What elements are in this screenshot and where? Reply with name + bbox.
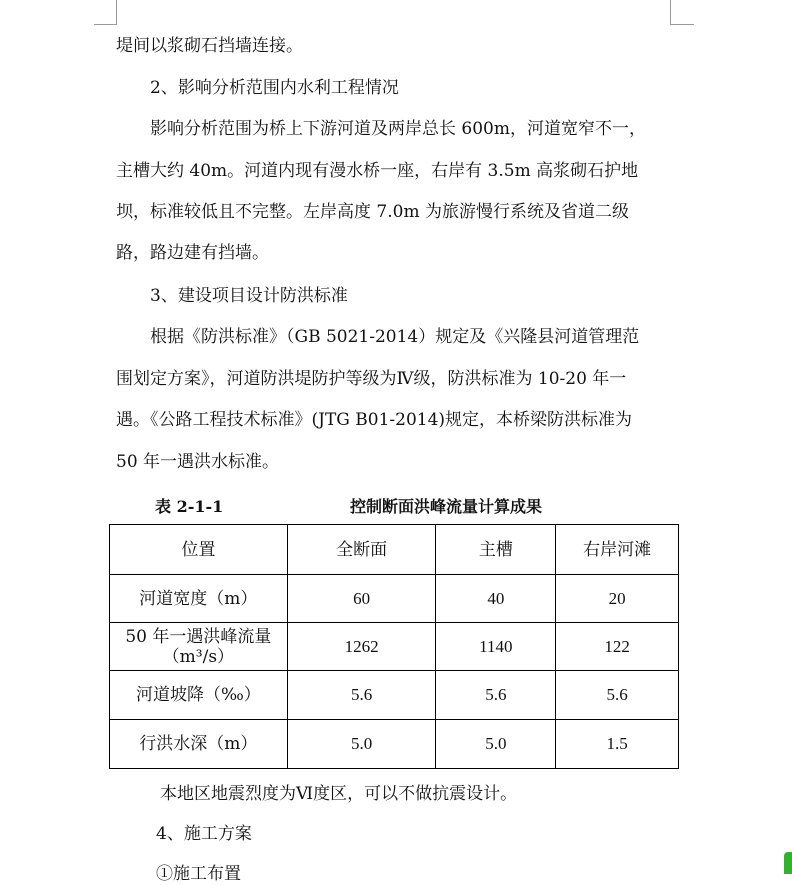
value-cell: 40 bbox=[436, 575, 556, 623]
paragraph-line: 路，路边建有挡墙。 bbox=[116, 243, 269, 263]
section-heading-3: 3、建设项目设计防洪标准 bbox=[150, 286, 348, 306]
header-cell: 右岸河滩 bbox=[556, 525, 679, 575]
paragraph-line: 50 年一遇洪水标准。 bbox=[116, 452, 280, 472]
table-row bbox=[110, 575, 679, 623]
table-header-row bbox=[110, 525, 679, 575]
value-cell: 5.0 bbox=[436, 720, 556, 769]
value-cell: 122 bbox=[556, 623, 679, 671]
row-label: 河道坡降（‰） bbox=[110, 671, 288, 720]
header-cell: 全断面 bbox=[287, 525, 436, 575]
paragraph-line: 遇。《公路工程技术标准》(JTG B01-2014)规定，本桥梁防洪标准为 bbox=[116, 410, 633, 430]
crop-mark-left-horizontal bbox=[94, 24, 117, 25]
flood-flow-table bbox=[109, 524, 679, 769]
table-row bbox=[110, 671, 679, 720]
crop-mark-left-vertical bbox=[116, 0, 117, 24]
table-row bbox=[110, 623, 679, 671]
row-label: 行洪水深（m） bbox=[110, 720, 288, 769]
value-cell: 1.5 bbox=[556, 720, 679, 769]
subsection-heading: ①施工布置 bbox=[156, 864, 241, 884]
row-label: 河道宽度（m） bbox=[110, 575, 288, 623]
paragraph-line: 根据《防洪标准》（GB 5021-2014）规定及《兴隆县河道管理范 bbox=[150, 327, 640, 347]
row-label bbox=[110, 623, 288, 671]
value-cell: 20 bbox=[556, 575, 679, 623]
paragraph-line: 影响分析范围为桥上下游河道及两岸总长 600m，河道宽窄不一， bbox=[150, 119, 646, 139]
section-heading-4: 4、施工方案 bbox=[156, 824, 252, 844]
paragraph-line: 围划定方案》，河道防洪堤防护等级为Ⅳ级，防洪标准为 10-20 年一 bbox=[116, 369, 627, 389]
value-cell: 1262 bbox=[287, 623, 436, 671]
value-cell: 1140 bbox=[436, 623, 556, 671]
value-cell: 60 bbox=[287, 575, 436, 623]
table-row bbox=[110, 720, 679, 769]
header-cell: 主槽 bbox=[436, 525, 556, 575]
value-cell: 5.6 bbox=[436, 671, 556, 720]
table-title: 控制断面洪峰流量计算成果 bbox=[350, 497, 543, 516]
value-cell: 5.0 bbox=[287, 720, 436, 769]
paragraph-text: 本地区地震烈度为Ⅵ度区，可以不做抗震设计。 bbox=[160, 784, 518, 804]
value-cell: 5.6 bbox=[556, 671, 679, 720]
value-cell: 5.6 bbox=[287, 671, 436, 720]
paragraph-line: 坝，标准较低且不完整。左岸高度 7.0m 为旅游慢行系统及省道二级 bbox=[116, 202, 629, 222]
table-number: 表 2-1-1 bbox=[155, 497, 224, 516]
row-label-line: 50 年一遇洪峰流量 bbox=[125, 626, 272, 647]
paragraph-line: 主槽大约 40m。河道内现有漫水桥一座，右岸有 3.5m 高浆砌石护地 bbox=[116, 161, 639, 181]
row-label-unit: （m³/s） bbox=[162, 646, 235, 667]
header-cell: 位置 bbox=[110, 525, 288, 575]
section-heading-2: 2、影响分析范围内水利工程情况 bbox=[150, 78, 399, 98]
crop-mark-right-vertical bbox=[670, 0, 671, 24]
scroll-indicator[interactable] bbox=[784, 852, 792, 874]
crop-mark-right-horizontal bbox=[670, 24, 694, 25]
paragraph-text: 堤间以浆砌石挡墙连接。 bbox=[116, 36, 303, 56]
